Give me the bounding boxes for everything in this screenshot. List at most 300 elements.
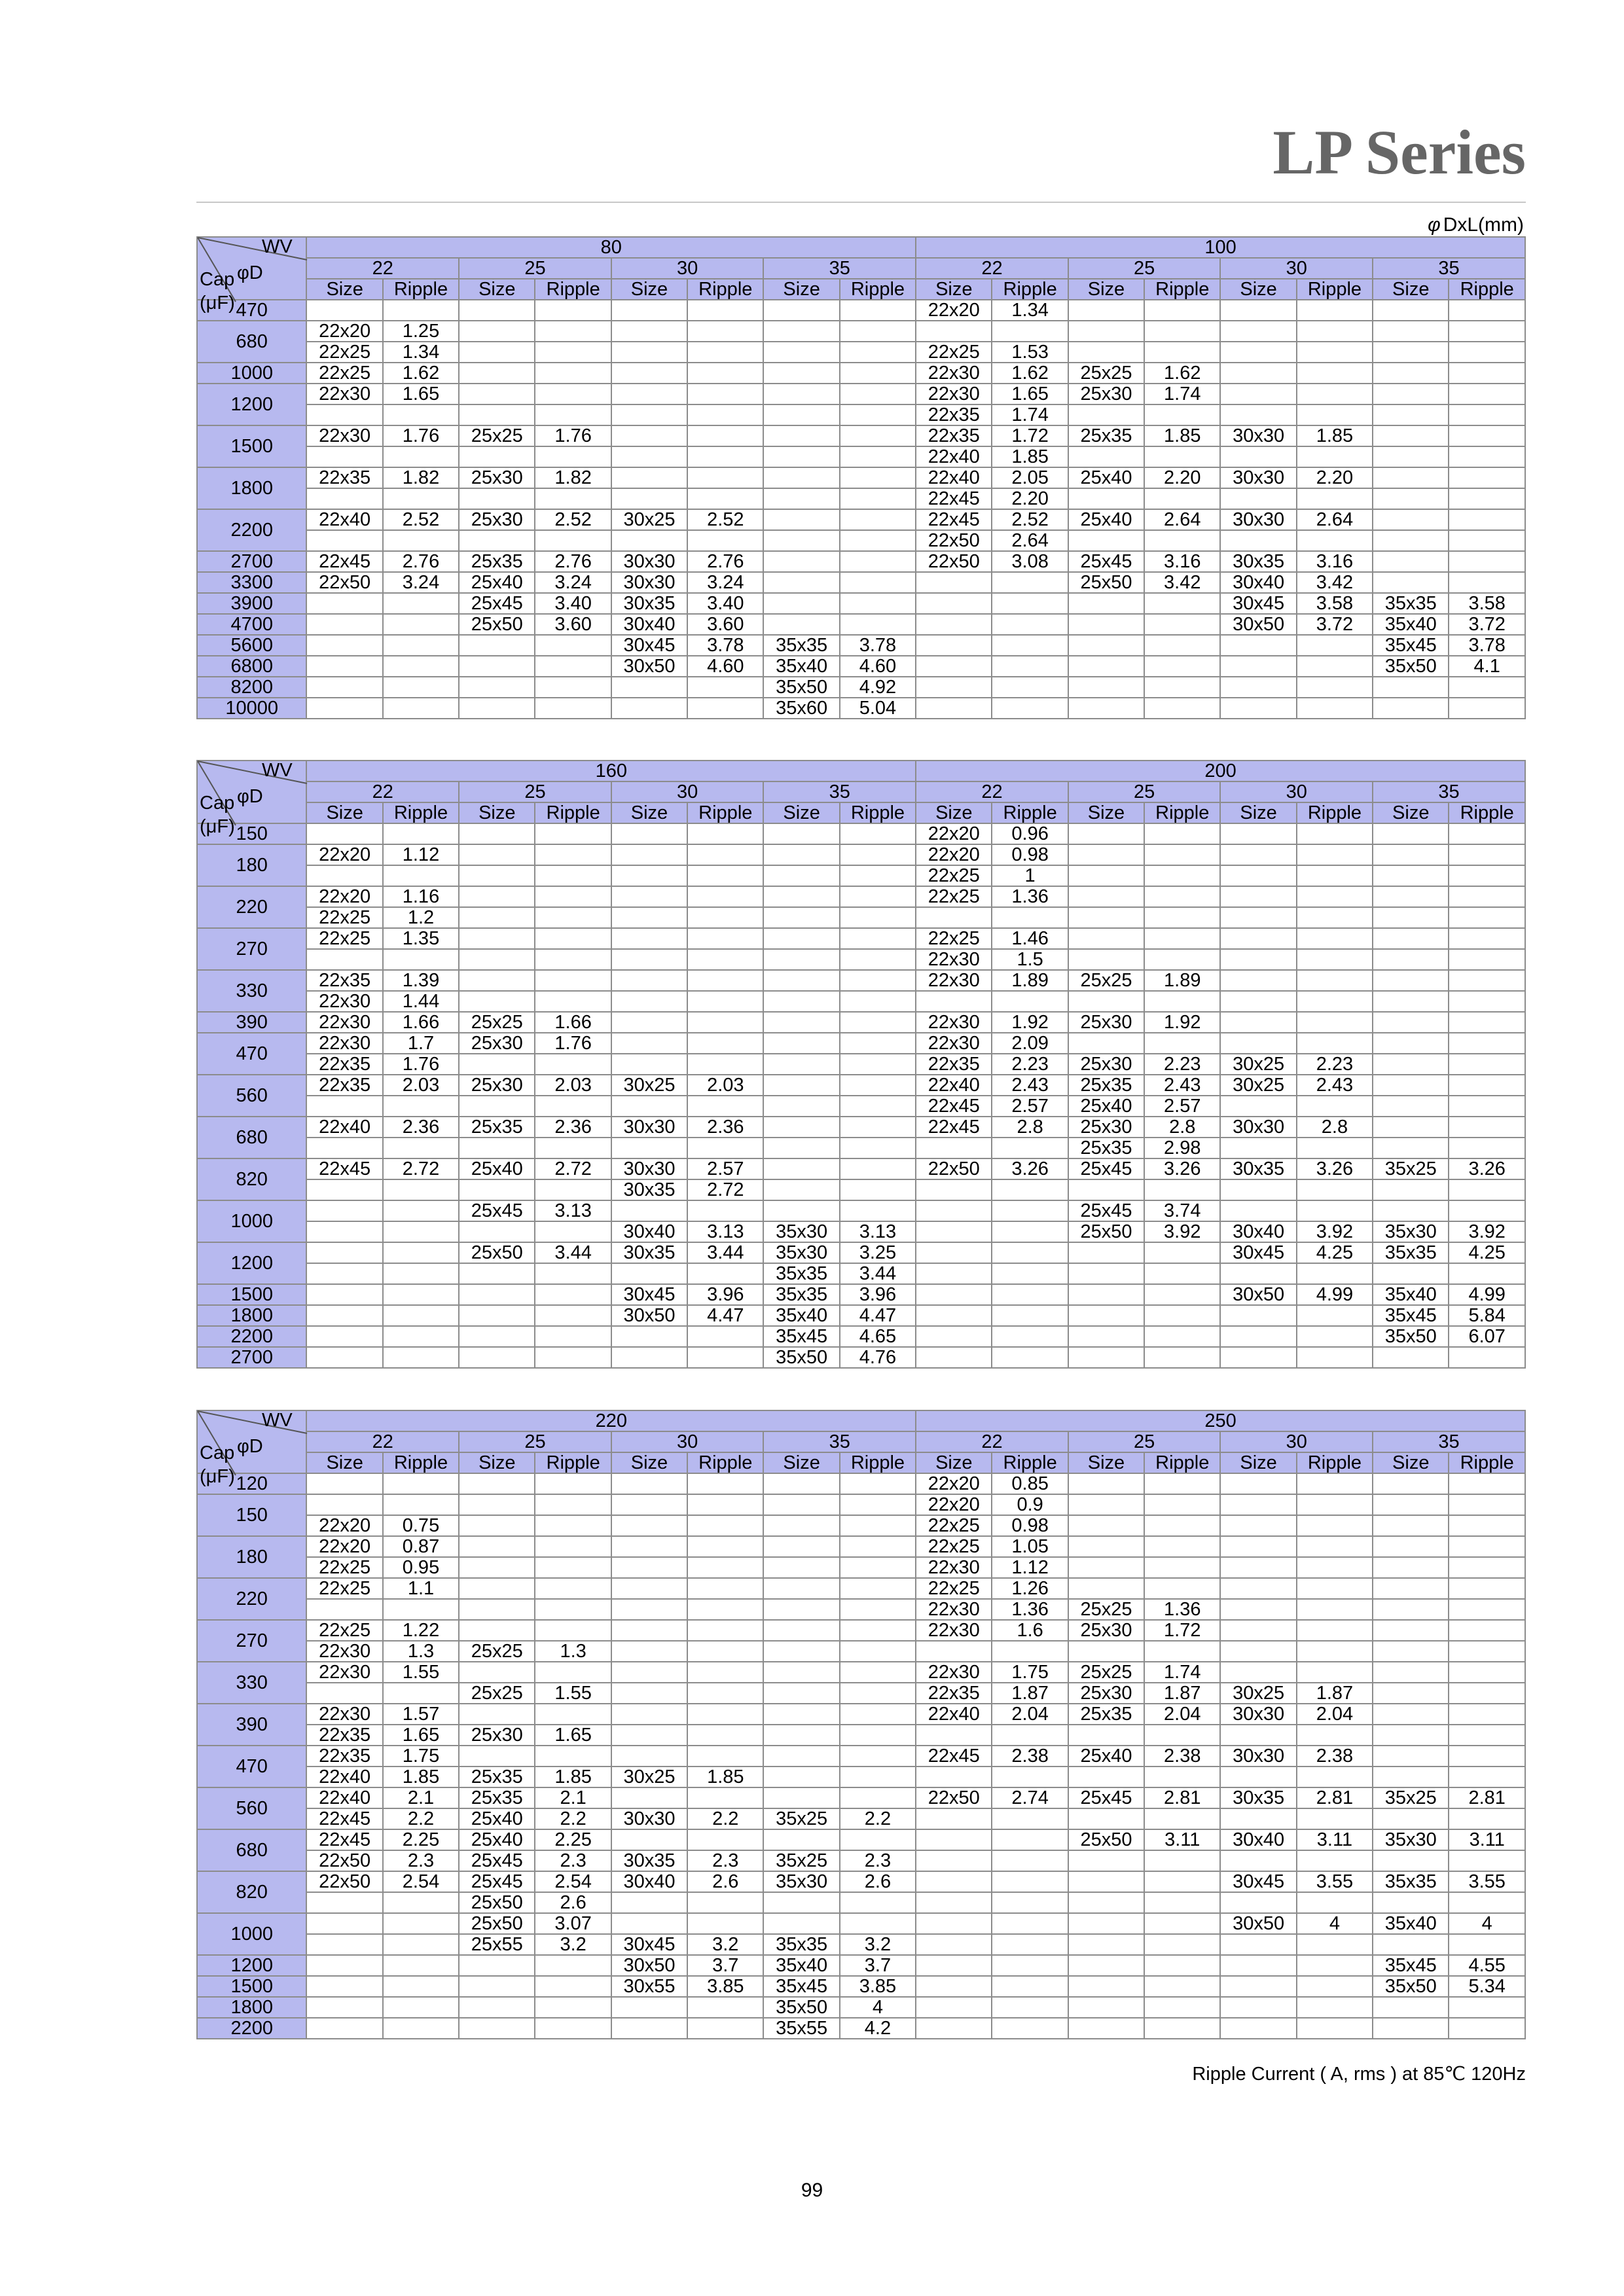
size-cell: 25x30 — [1068, 1620, 1144, 1641]
ripple-cell — [1144, 991, 1220, 1012]
ripple-cell: 1.1 — [383, 1578, 459, 1599]
table-row — [197, 1054, 1525, 1075]
size-cell: 35x35 — [763, 1263, 839, 1284]
size-cell: 22x25 — [306, 1620, 382, 1641]
ripple-column-header: Ripple — [687, 279, 763, 300]
ripple-cell — [992, 1179, 1068, 1200]
ripple-cell — [535, 970, 611, 991]
capacitance-cell: 1500 — [197, 1976, 306, 1997]
size-cell: 25x35 — [1068, 425, 1144, 446]
ripple-cell — [1297, 970, 1373, 991]
size-cell — [306, 1221, 382, 1242]
size-cell — [1373, 530, 1449, 551]
size-cell — [1373, 1599, 1449, 1620]
ripple-cell: 2.25 — [383, 1829, 459, 1850]
ripple-cell — [1449, 1179, 1525, 1200]
ripple-cell: 4.65 — [840, 1326, 916, 1347]
size-cell — [1373, 970, 1449, 991]
table-row — [197, 614, 1525, 635]
size-cell — [611, 1326, 687, 1347]
ripple-cell: 1.87 — [1144, 1683, 1220, 1704]
ripple-cell: 0.95 — [383, 1557, 459, 1578]
size-cell: 22x25 — [916, 342, 992, 363]
size-cell: 25x30 — [1068, 1117, 1144, 1138]
size-column-header: Size — [763, 802, 839, 823]
ripple-cell — [535, 844, 611, 865]
ripple-cell — [687, 823, 763, 844]
ripple-cell — [840, 1200, 916, 1221]
size-cell — [763, 928, 839, 949]
size-cell — [1373, 1725, 1449, 1746]
ripple-cell — [840, 1096, 916, 1117]
ripple-cell: 4 — [1297, 1913, 1373, 1934]
size-cell: 25x50 — [459, 1913, 535, 1934]
ripple-cell: 1.85 — [687, 1767, 763, 1787]
table-row — [197, 321, 1525, 342]
size-cell — [459, 1054, 535, 1075]
ripple-cell — [535, 1662, 611, 1683]
size-cell — [1068, 1955, 1144, 1976]
ripple-cell — [383, 593, 459, 614]
size-cell: 22x30 — [306, 1012, 382, 1033]
ripple-cell — [1297, 1955, 1373, 1976]
ripple-cell — [992, 1284, 1068, 1305]
size-cell — [1068, 1934, 1144, 1955]
size-cell: 22x30 — [916, 1012, 992, 1033]
ripple-cell — [383, 698, 459, 719]
ripple-cell — [1144, 865, 1220, 886]
ripple-cell — [687, 907, 763, 928]
ripple-cell — [383, 1913, 459, 1934]
size-cell: 22x50 — [916, 1787, 992, 1808]
size-cell — [611, 1012, 687, 1033]
table-row — [197, 1683, 1525, 1704]
ripple-cell — [687, 1494, 763, 1515]
size-cell — [459, 865, 535, 886]
ripple-cell — [383, 1892, 459, 1913]
size-cell — [916, 1829, 992, 1850]
size-cell — [611, 1620, 687, 1641]
size-cell: 22x25 — [916, 1515, 992, 1536]
ripple-cell — [1449, 1515, 1525, 1536]
ripple-cell — [1297, 1850, 1373, 1871]
ripple-cell: 0.96 — [992, 823, 1068, 844]
size-cell: 30x35 — [611, 593, 687, 614]
ripple-cell — [535, 446, 611, 467]
ripple-cell — [1144, 677, 1220, 698]
size-cell: 22x40 — [916, 1704, 992, 1725]
ripple-cell — [687, 970, 763, 991]
table-row — [197, 1033, 1525, 1054]
ripple-cell — [383, 530, 459, 551]
ripple-cell — [1297, 1536, 1373, 1557]
ripple-cell: 3.26 — [1449, 1158, 1525, 1179]
ripple-cell — [992, 677, 1068, 698]
ripple-cell — [1297, 1012, 1373, 1033]
ripple-cell — [992, 1221, 1068, 1242]
ripple-cell — [535, 949, 611, 970]
size-cell — [916, 1242, 992, 1263]
ripple-cell — [535, 342, 611, 363]
size-cell — [916, 1976, 992, 1997]
size-cell: 22x20 — [306, 1515, 382, 1536]
size-cell: 22x50 — [306, 1871, 382, 1892]
ripple-cell: 1.44 — [383, 991, 459, 1012]
ripple-cell — [1297, 1494, 1373, 1515]
size-cell: 30x45 — [1220, 1242, 1296, 1263]
ripple-cell — [1297, 991, 1373, 1012]
ripple-cell — [1297, 1578, 1373, 1599]
ripple-cell: 1.62 — [992, 363, 1068, 384]
ripple-cell — [1297, 1200, 1373, 1221]
ripple-cell — [840, 446, 916, 467]
size-cell — [611, 698, 687, 719]
size-cell: 22x25 — [306, 363, 382, 384]
size-cell — [1220, 1515, 1296, 1536]
ripple-cell — [1449, 572, 1525, 593]
ripple-cell — [1297, 1326, 1373, 1347]
ripple-cell — [1297, 404, 1373, 425]
ripple-cell: 2.23 — [1144, 1054, 1220, 1075]
size-cell: 30x50 — [611, 1305, 687, 1326]
size-cell — [1373, 509, 1449, 530]
ripple-cell — [1449, 363, 1525, 384]
ripple-cell — [383, 614, 459, 635]
ripple-cell — [535, 1620, 611, 1641]
ripple-cell — [840, 1536, 916, 1557]
capacitance-cell: 560 — [197, 1075, 306, 1117]
size-cell — [1068, 1347, 1144, 1368]
diameter-header: 25 — [459, 781, 611, 802]
ripple-cell — [1297, 907, 1373, 928]
ripple-cell: 1.72 — [1144, 1620, 1220, 1641]
ripple-cell — [1449, 1033, 1525, 1054]
size-cell — [1220, 1033, 1296, 1054]
size-column-header: Size — [1068, 802, 1144, 823]
size-cell — [1373, 1662, 1449, 1683]
ripple-cell — [1144, 1578, 1220, 1599]
ripple-cell: 2.81 — [1449, 1787, 1525, 1808]
size-cell — [1068, 446, 1144, 467]
ripple-cell — [1144, 1767, 1220, 1787]
size-cell — [1068, 1494, 1144, 1515]
size-cell — [1068, 1536, 1144, 1557]
ripple-cell — [1449, 823, 1525, 844]
ripple-cell — [687, 1536, 763, 1557]
ripple-cell — [992, 593, 1068, 614]
size-cell: 22x20 — [916, 823, 992, 844]
ripple-cell: 2.54 — [535, 1871, 611, 1892]
size-cell — [763, 363, 839, 384]
size-cell — [611, 1704, 687, 1725]
size-cell: 22x25 — [306, 342, 382, 363]
ripple-cell — [383, 2018, 459, 2039]
size-cell — [306, 1263, 382, 1284]
capacitance-cell: 1000 — [197, 363, 306, 384]
ripple-cell — [1144, 404, 1220, 425]
ripple-cell — [992, 572, 1068, 593]
size-cell: 25x40 — [1068, 1746, 1144, 1767]
size-cell — [1373, 1096, 1449, 1117]
ripple-cell — [687, 1599, 763, 1620]
size-cell — [611, 928, 687, 949]
ripple-cell: 3.42 — [1144, 572, 1220, 593]
ripple-cell: 3.7 — [840, 1955, 916, 1976]
size-cell — [763, 1473, 839, 1494]
ripple-cell: 3.16 — [1144, 551, 1220, 572]
ripple-cell — [840, 1158, 916, 1179]
ripple-cell — [1144, 1242, 1220, 1263]
ripple-cell — [1449, 1767, 1525, 1787]
ripple-cell — [1144, 1284, 1220, 1305]
size-cell — [1068, 1515, 1144, 1536]
size-cell — [611, 404, 687, 425]
size-cell — [1068, 656, 1144, 677]
ripple-cell: 2.52 — [383, 509, 459, 530]
ripple-cell — [1297, 321, 1373, 342]
ripple-cell: 2.1 — [535, 1787, 611, 1808]
size-cell — [306, 1096, 382, 1117]
ripple-cell — [383, 1242, 459, 1263]
size-cell — [459, 949, 535, 970]
diameter-header: 30 — [611, 1431, 764, 1452]
ripple-cell — [992, 1850, 1068, 1871]
size-cell — [611, 1536, 687, 1557]
ripple-cell — [840, 593, 916, 614]
ripple-cell: 1.92 — [1144, 1012, 1220, 1033]
size-cell — [306, 1138, 382, 1158]
table-row — [197, 1536, 1525, 1557]
size-cell — [1220, 1557, 1296, 1578]
ripple-cell — [1144, 1725, 1220, 1746]
ripple-cell — [840, 1829, 916, 1850]
diameter-header: 22 — [916, 781, 1068, 802]
table-row — [197, 928, 1525, 949]
table-row — [197, 823, 1525, 844]
ripple-cell — [1144, 446, 1220, 467]
size-cell — [306, 488, 382, 509]
ripple-cell — [840, 1473, 916, 1494]
size-cell: 25x25 — [459, 1683, 535, 1704]
ripple-table-220-250v — [196, 1410, 1526, 2039]
ripple-cell: 2.8 — [992, 1117, 1068, 1138]
size-cell — [1373, 991, 1449, 1012]
ripple-cell — [1144, 928, 1220, 949]
capacitance-cell: 270 — [197, 928, 306, 970]
size-cell — [1373, 1892, 1449, 1913]
size-cell — [916, 991, 992, 1012]
ripple-cell — [992, 1242, 1068, 1263]
size-cell — [459, 991, 535, 1012]
size-cell: 30x30 — [611, 1808, 687, 1829]
size-cell: 30x50 — [1220, 614, 1296, 635]
size-cell — [1373, 404, 1449, 425]
table-row — [197, 1829, 1525, 1850]
size-cell: 22x30 — [306, 384, 382, 404]
ripple-cell: 0.98 — [992, 844, 1068, 865]
table-row — [197, 1934, 1525, 1955]
ripple-cell — [840, 1704, 916, 1725]
table-row — [197, 1955, 1525, 1976]
size-cell — [1220, 970, 1296, 991]
voltage-header-row — [197, 1410, 1525, 1431]
size-cell — [1220, 1179, 1296, 1200]
table-row — [197, 1200, 1525, 1221]
size-cell — [459, 1662, 535, 1683]
size-cell: 25x25 — [1068, 1599, 1144, 1620]
size-cell — [459, 970, 535, 991]
size-cell: 22x25 — [916, 928, 992, 949]
ripple-cell — [1297, 1179, 1373, 1200]
ripple-cell — [1449, 1641, 1525, 1662]
size-cell — [1220, 1767, 1296, 1787]
column-header-row — [197, 279, 1525, 300]
size-cell: 22x25 — [916, 865, 992, 886]
size-cell: 22x30 — [916, 363, 992, 384]
size-cell — [1068, 844, 1144, 865]
ripple-cell: 3.92 — [1144, 1221, 1220, 1242]
ripple-cell — [992, 698, 1068, 719]
capacitance-cell: 5600 — [197, 635, 306, 656]
size-cell — [459, 321, 535, 342]
ripple-cell — [1449, 551, 1525, 572]
cap-label: Cap — [200, 269, 235, 290]
ripple-cell — [1144, 1536, 1220, 1557]
size-cell — [1220, 886, 1296, 907]
ripple-cell — [535, 635, 611, 656]
size-cell — [1220, 321, 1296, 342]
ripple-cell — [687, 698, 763, 719]
size-cell: 25x30 — [1068, 1683, 1144, 1704]
ripple-cell — [383, 656, 459, 677]
capacitance-cell: 3300 — [197, 572, 306, 593]
ripple-cell — [992, 1200, 1068, 1221]
size-column-header: Size — [1068, 279, 1144, 300]
size-cell — [1220, 1305, 1296, 1326]
ripple-cell: 2.2 — [687, 1808, 763, 1829]
size-cell: 22x35 — [916, 404, 992, 425]
ripple-cell — [383, 865, 459, 886]
size-cell: 22x40 — [306, 1787, 382, 1808]
ripple-cell — [535, 530, 611, 551]
size-cell — [459, 530, 535, 551]
ripple-cell — [1449, 1808, 1525, 1829]
size-cell — [1220, 1473, 1296, 1494]
ripple-cell: 3.44 — [535, 1242, 611, 1263]
ripple-cell: 3.92 — [1449, 1221, 1525, 1242]
size-cell — [459, 2018, 535, 2039]
ripple-cell: 4.47 — [687, 1305, 763, 1326]
size-cell — [763, 1179, 839, 1200]
capacitance-cell: 1200 — [197, 384, 306, 425]
table-row — [197, 342, 1525, 363]
table-row — [197, 404, 1525, 425]
size-cell — [1068, 1326, 1144, 1347]
size-cell — [763, 1054, 839, 1075]
size-cell — [1220, 1578, 1296, 1599]
ripple-cell — [1297, 1997, 1373, 2018]
ripple-cell — [383, 1683, 459, 1704]
ripple-cell — [535, 865, 611, 886]
size-cell: 22x25 — [306, 907, 382, 928]
ripple-cell: 3.11 — [1144, 1829, 1220, 1850]
ripple-cell — [687, 1578, 763, 1599]
size-cell — [459, 1305, 535, 1326]
ripple-cell — [1449, 1892, 1525, 1913]
table-row — [197, 446, 1525, 467]
size-cell: 25x40 — [459, 572, 535, 593]
ripple-cell — [687, 1662, 763, 1683]
size-cell: 22x35 — [306, 467, 382, 488]
ripple-cell: 4.99 — [1449, 1284, 1525, 1305]
ripple-cell — [840, 1620, 916, 1641]
size-cell: 35x25 — [763, 1850, 839, 1871]
ripple-cell: 2.36 — [687, 1117, 763, 1138]
ripple-cell — [1297, 1515, 1373, 1536]
ripple-cell: 1.82 — [383, 467, 459, 488]
table-row — [197, 1808, 1525, 1829]
size-cell — [1068, 698, 1144, 719]
table-row — [197, 300, 1525, 321]
size-cell — [763, 342, 839, 363]
size-cell — [763, 1138, 839, 1158]
ripple-cell: 3.78 — [687, 635, 763, 656]
phi-d-label: φD — [237, 786, 263, 807]
ripple-cell: 3.08 — [992, 551, 1068, 572]
ripple-column-header: Ripple — [383, 802, 459, 823]
ripple-cell — [992, 1326, 1068, 1347]
ripple-cell: 2.3 — [687, 1850, 763, 1871]
size-cell — [1373, 1767, 1449, 1787]
size-cell — [459, 1599, 535, 1620]
ripple-cell: 2.64 — [1297, 509, 1373, 530]
ripple-cell — [840, 1494, 916, 1515]
size-cell: 25x25 — [459, 1012, 535, 1033]
ripple-cell — [1144, 593, 1220, 614]
capacitance-cell: 1200 — [197, 1242, 306, 1284]
capacitance-cell: 1800 — [197, 1305, 306, 1326]
ripple-cell — [1144, 1913, 1220, 1934]
size-cell — [611, 949, 687, 970]
size-cell — [1220, 1599, 1296, 1620]
size-cell — [763, 1662, 839, 1683]
diameter-header: 22 — [916, 258, 1068, 279]
table-row — [197, 384, 1525, 404]
ripple-cell: 1.55 — [383, 1662, 459, 1683]
ripple-cell: 2.6 — [687, 1871, 763, 1892]
table-row — [197, 907, 1525, 928]
cap-unit-label: (μF) — [200, 293, 235, 314]
ripple-cell: 3.72 — [1297, 614, 1373, 635]
ripple-cell — [992, 1347, 1068, 1368]
ripple-column-header: Ripple — [1449, 279, 1525, 300]
ripple-cell: 1.85 — [383, 1767, 459, 1787]
size-cell: 35x30 — [763, 1221, 839, 1242]
size-column-header: Size — [916, 802, 992, 823]
ripple-cell — [840, 363, 916, 384]
ripple-cell — [1297, 1976, 1373, 1997]
diameter-header: 22 — [306, 1431, 459, 1452]
size-cell: 30x35 — [611, 1850, 687, 1871]
ripple-cell — [535, 907, 611, 928]
size-cell — [916, 1725, 992, 1746]
ripple-cell: 3.7 — [687, 1955, 763, 1976]
size-cell — [1068, 1850, 1144, 1871]
table-row — [197, 467, 1525, 488]
size-cell — [306, 1913, 382, 1934]
ripple-cell: 2.72 — [535, 1158, 611, 1179]
voltage-header: 80 — [306, 237, 916, 258]
